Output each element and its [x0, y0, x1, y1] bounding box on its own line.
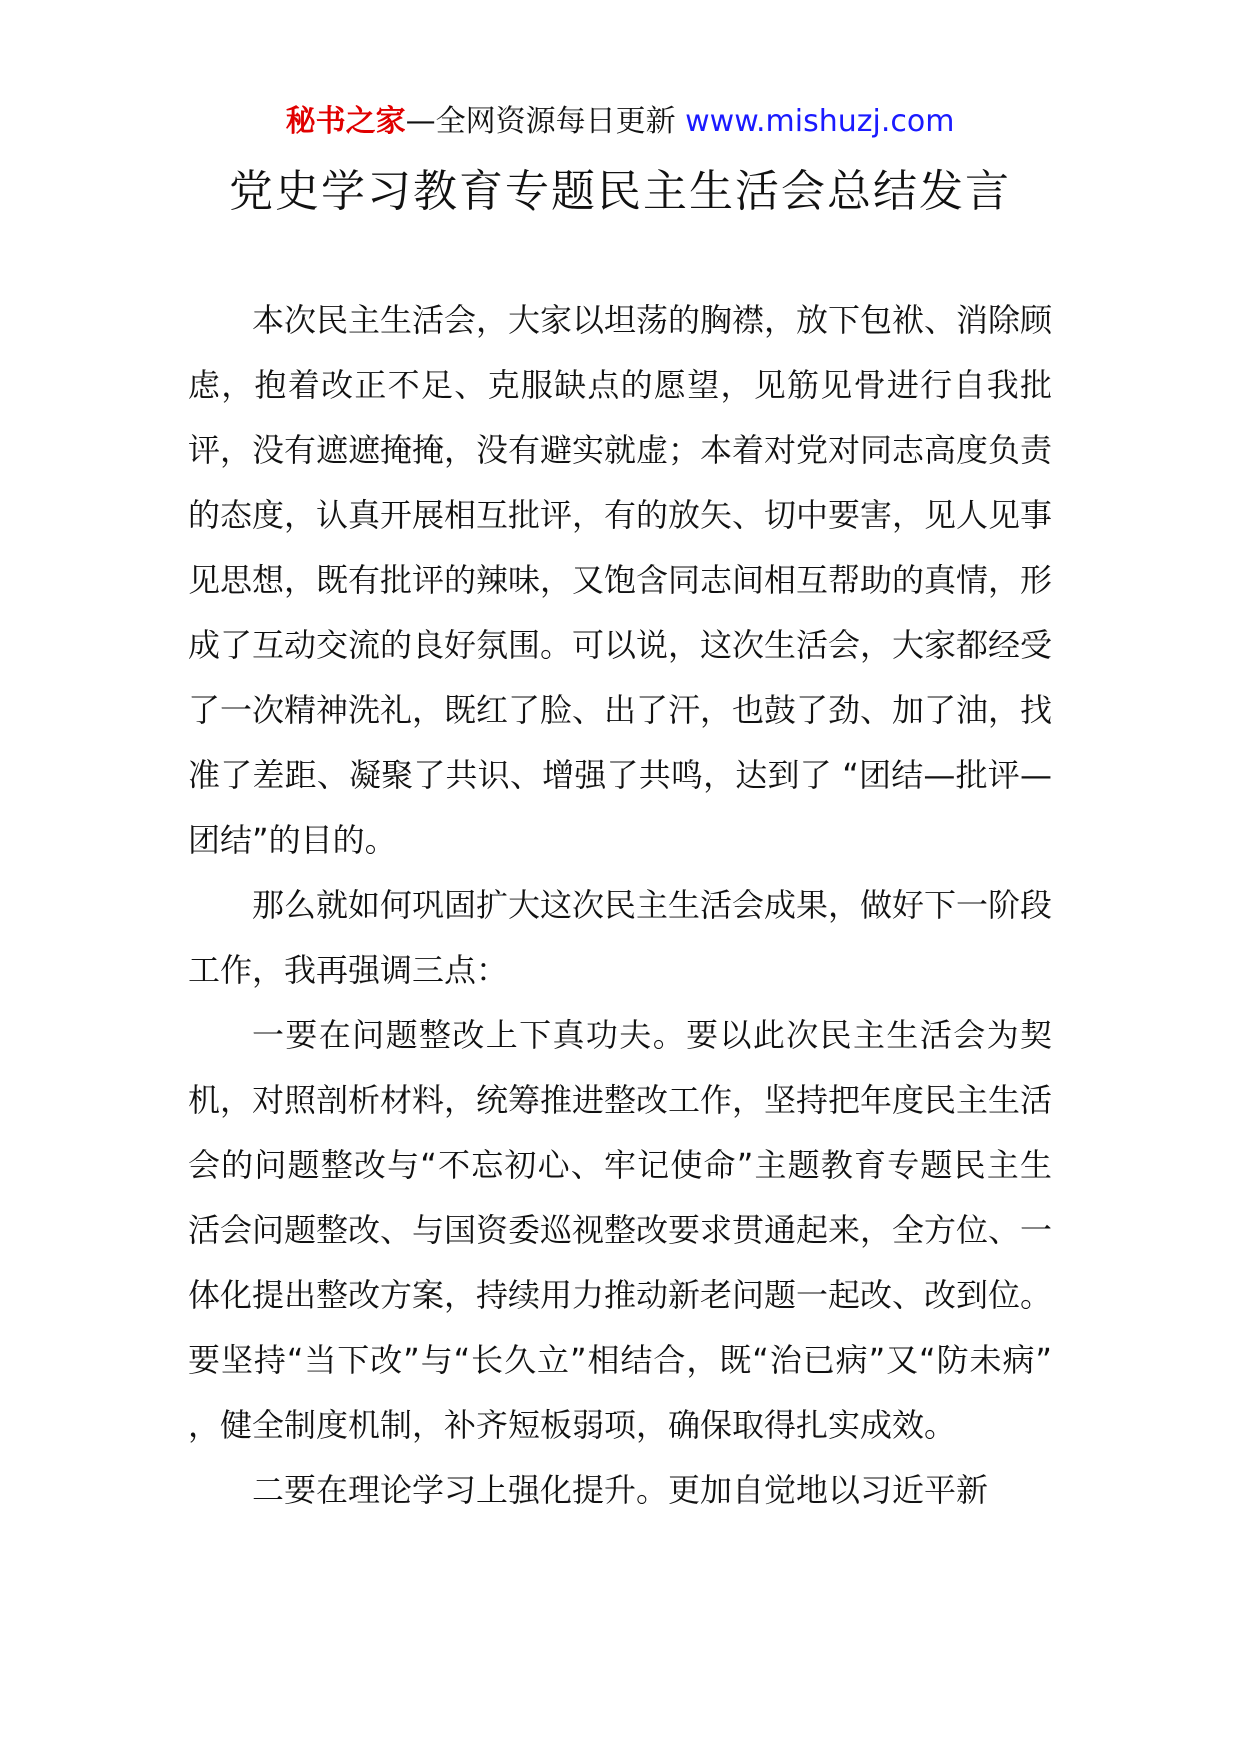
paragraph: 那么就如何巩固扩大这次民主生活会成果，做好下一阶段工作，我再强调三点：	[188, 886, 1053, 989]
paragraph: 本次民主生活会，大家以坦荡的胸襟，放下包袱、消除顾虑，抱着改正不足、克服缺点的愿望，见筋见骨进行自我批评，没有遮遮掩掩，没有避实就虚；本着对党对同志高度负责的态度，认真开展相互批评，有的放矢、切中要害，见人见事见思想，既有批评的辣味，又饱含同志间相互帮助的真情，形成了互动交流的良好氛围。可以说，这次生活会，大家都经受了一次精神洗礼，既红了脸、出了汗，也鼓了劲、加了油，找准了差距、凝聚了共识、增强了共鸣，达到了 “团结—批评—团结”的目的。	[188, 301, 1053, 859]
paragraph: 二要在理论学习上强化提升。更加自觉地以习近平新	[252, 1471, 989, 1509]
header-slogan: —全网资源每日更新	[405, 104, 686, 139]
brand-name: 秘书之家	[285, 104, 406, 139]
site-url-link[interactable]: www.mishuzj.com	[685, 104, 955, 139]
document-title: 党史学习教育专题民主生活会总结发言	[229, 166, 1011, 217]
paragraph: 一要在问题整改上下真功夫。要以此次民主生活会为契机，对照剖析材料，统筹推进整改工作，坚持把年度民主生活会的问题整改与“不忘初心、牢记使命”主题教育专题民主生活会问题整改、与国资委巡视整改要求贯通起来，全方位、一体化提出整改方案，持续用力推动新老问题一起改、改到位。要坚持“当下改”与“长久立”相结合，既“治已病”又“防未病” ，健全制度机制，补齐短板弱项，确保取得扎实成效。	[188, 1016, 1053, 1444]
site-header	[0, 100, 1240, 144]
document-body	[188, 288, 1052, 1523]
